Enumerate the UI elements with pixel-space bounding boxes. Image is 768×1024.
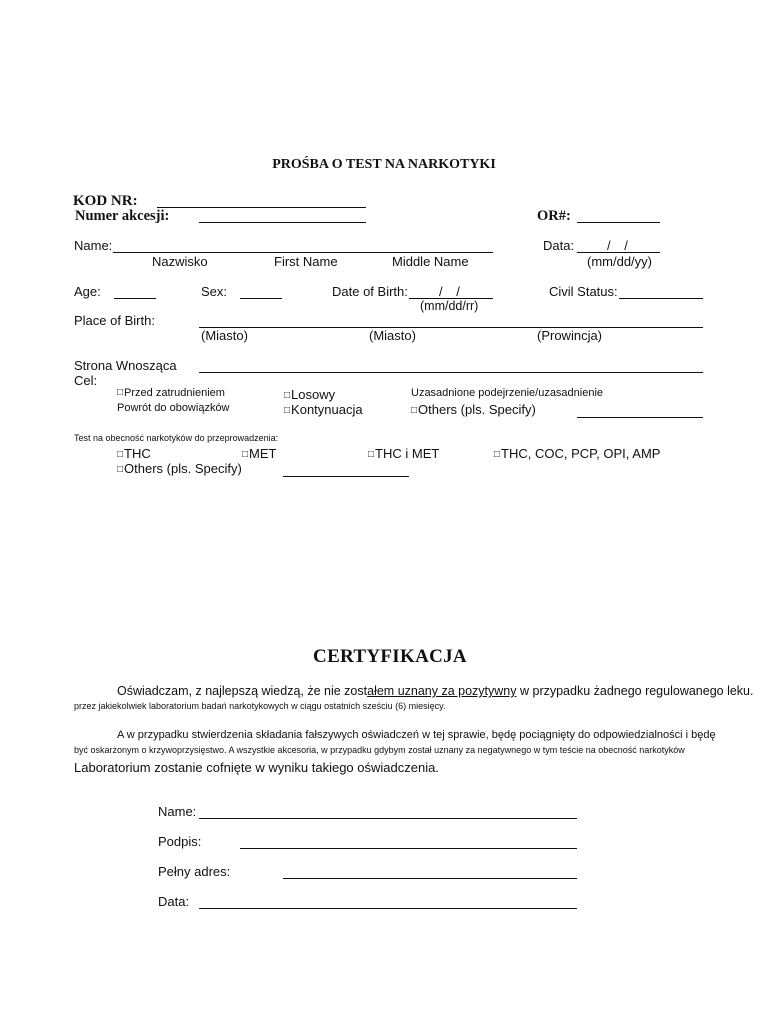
sig-name-field[interactable] bbox=[199, 818, 577, 819]
or-field[interactable] bbox=[577, 222, 660, 223]
kod-field[interactable] bbox=[157, 207, 366, 208]
cert-paragraph-2-line-3: Laboratorium zostanie cofnięte w wyniku takiego oświadczenia. bbox=[74, 760, 439, 775]
checkbox-icon[interactable]: □ bbox=[411, 405, 418, 416]
sex-field[interactable] bbox=[240, 298, 282, 299]
checkbox-icon[interactable]: □ bbox=[117, 387, 124, 398]
checkbox-icon[interactable]: □ bbox=[368, 449, 375, 460]
cert-underlined-text: ałem uznany za pozytywny bbox=[367, 684, 517, 698]
certification-title: CERTYFIKACJA bbox=[313, 646, 467, 667]
option-reasonable-suspicion[interactable]: Uzasadnione podejrzenie/uzasadnienie bbox=[411, 387, 604, 399]
test-others-field[interactable] bbox=[283, 476, 409, 477]
sex-label: Sex: bbox=[201, 284, 228, 299]
sub-miasto-2: (Miasto) bbox=[369, 328, 416, 343]
sub-miasto-1: (Miasto) bbox=[201, 328, 248, 343]
checkbox-icon[interactable]: □ bbox=[284, 390, 291, 401]
sub-first-name: First Name bbox=[274, 254, 338, 269]
others-purpose-field[interactable] bbox=[577, 417, 703, 418]
sig-adres-label: Pełny adres: bbox=[158, 864, 231, 879]
sig-podpis-label: Podpis: bbox=[158, 834, 202, 849]
akcesji-label: Numer akcesji: bbox=[75, 208, 170, 224]
tests-label: Test na obecność narkotyków do przeprowadzenia: bbox=[74, 433, 279, 443]
cert-paragraph-2-line-1: A w przypadku stwierdzenia składania fałszywych oświadczeń w tej sprawie, będę pociągnięty do odpowiedzialności i będę bbox=[117, 729, 716, 741]
checkbox-icon[interactable]: □ bbox=[117, 464, 124, 475]
civil-status-field[interactable] bbox=[619, 298, 703, 299]
sig-name-label: Name: bbox=[158, 804, 197, 819]
dob-label: Date of Birth: bbox=[332, 284, 408, 299]
place-of-birth-field[interactable] bbox=[199, 327, 703, 328]
sub-prowincja: (Prowincja) bbox=[537, 328, 603, 343]
test-thc-met[interactable]: □THC i MET bbox=[368, 446, 440, 461]
option-others-purpose[interactable]: □Others (pls. Specify) bbox=[411, 402, 536, 417]
sig-adres-field[interactable] bbox=[283, 878, 577, 879]
akcesji-field[interactable] bbox=[199, 222, 366, 223]
checkbox-icon[interactable]: □ bbox=[117, 449, 124, 460]
option-pre-employment[interactable]: □Przed zatrudnieniem bbox=[117, 387, 225, 399]
checkbox-icon[interactable]: □ bbox=[284, 405, 291, 416]
dob-format: (mm/dd/rr) bbox=[420, 299, 479, 313]
name-field[interactable] bbox=[113, 252, 493, 253]
strona-label: Strona Wnosząca bbox=[74, 358, 177, 373]
cert-paragraph-1-line-2: przez jakiekolwiek laboratorium badań narkotykowych w ciągu ostatnich sześciu (6) miesięcy. bbox=[74, 701, 446, 711]
cert-paragraph-1: Oświadczam, z najlepszą wiedzą, że nie zostałem uznany za pozytywny w przypadku żadnego regulowanego leku. bbox=[117, 684, 754, 698]
age-label: Age: bbox=[74, 284, 101, 299]
checkbox-icon[interactable]: □ bbox=[242, 449, 249, 460]
test-others[interactable]: □Others (pls. Specify) bbox=[117, 461, 242, 476]
data-label: Data: bbox=[543, 238, 575, 253]
test-panel[interactable]: □THC, COC, PCP, OPI, AMP bbox=[494, 446, 661, 461]
or-label: OR#: bbox=[537, 208, 571, 224]
place-of-birth-label: Place of Birth: bbox=[74, 313, 155, 328]
test-met[interactable]: □MET bbox=[242, 446, 277, 461]
sig-data-label: Data: bbox=[158, 894, 190, 909]
date-slashes: / / bbox=[607, 238, 628, 253]
strona-field[interactable] bbox=[199, 372, 703, 373]
cert-paragraph-2-line-2: być oskarżonym o krzywoprzysięstwo. A wszystkie akcesoria, w przypadku gdybym został uznany za negatywnego w tym teście na obecność narkotyków bbox=[74, 745, 685, 755]
civil-status-label: Civil Status: bbox=[549, 284, 618, 299]
sig-data-field[interactable] bbox=[199, 908, 577, 909]
cel-label: Cel: bbox=[74, 373, 98, 388]
test-thc[interactable]: □THC bbox=[117, 446, 151, 461]
sub-nazwisko: Nazwisko bbox=[152, 254, 208, 269]
date-field[interactable] bbox=[577, 252, 660, 253]
sub-middle-name: Middle Name bbox=[392, 254, 469, 269]
age-field[interactable] bbox=[114, 298, 156, 299]
name-label: Name: bbox=[74, 238, 113, 253]
form-title: PROŚBA O TEST NA NARKOTYKI bbox=[272, 157, 496, 172]
option-follow-up[interactable]: □Kontynuacja bbox=[284, 402, 363, 417]
dob-slashes: / / bbox=[439, 284, 460, 299]
sig-podpis-field[interactable] bbox=[240, 848, 577, 849]
date-format: (mm/dd/yy) bbox=[587, 254, 652, 269]
kod-label: KOD NR: bbox=[73, 193, 138, 209]
option-return-to-duty[interactable]: Powrót do obowiązków bbox=[117, 402, 230, 414]
option-random[interactable]: □Losowy bbox=[284, 387, 336, 402]
checkbox-icon[interactable]: □ bbox=[494, 449, 501, 460]
